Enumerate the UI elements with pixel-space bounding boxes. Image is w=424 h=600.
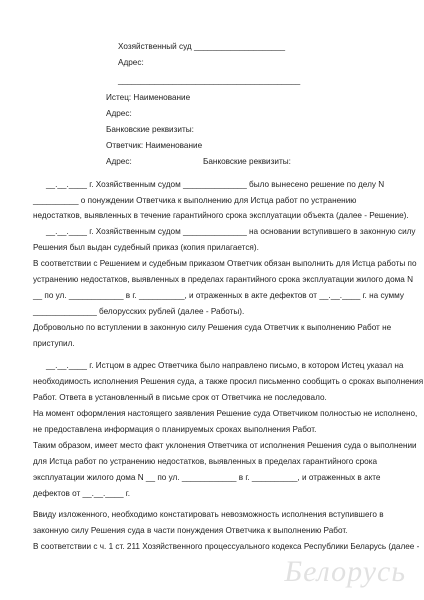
court-name: Хозяйственный суд ____________________ [118, 42, 286, 51]
body-line: законную силу Решения суда в части понуждения Ответчика к выполнению Работ. [33, 526, 348, 535]
body-line: __.__.____ г. Хозяйственным судом ______________ было вынесено решение по делу N [46, 180, 385, 189]
body-line: __.__.____ г. Хозяйственным судом ______________ на основании вступившего в законную силу [46, 227, 416, 236]
body-line: не предоставлена информация о планируемых сроках выполнения Работ. [33, 425, 317, 434]
body-line: Добровольно по вступлении в законную силу Решения суда Ответчик к выполнению Работ не [33, 323, 392, 332]
body-line: Таким образом, имеет место факт уклонения Ответчика от исполнения Решения суда о выполнении [33, 441, 417, 450]
body-line: устранению недостатков, выявленных в пределах гарантийного срока эксплуатации жилого дома N [33, 275, 414, 284]
plaintiff-address: Адрес: [106, 109, 132, 118]
watermark: Белорусь [284, 554, 406, 588]
court-address-line: ________________________________________ [118, 76, 301, 85]
body-line: приступил. [33, 339, 75, 348]
body-line: Работ. Ответа в установленный в письме срок от Ответчика не последовало. [33, 393, 327, 402]
body-line: недостатков, выявленных в течение гарантийного срока эксплуатации объекта (далее - Решение). [33, 211, 409, 220]
body-line: __.__.____ г. Истцом в адрес Ответчика было направлено письмо, в котором Истец указал на [46, 361, 404, 370]
body-line: эксплуатации жилого дома N __ по ул. ____________ в г. __________, и отраженных в акте [33, 473, 381, 482]
body-line: дефектов от __.__.____ г. [33, 489, 131, 498]
plaintiff-bank: Банковские реквизиты: [106, 125, 194, 134]
court-address-label: Адрес: [118, 58, 144, 67]
body-line: для Истца работ по устранению недостатков, выявленных в пределах гарантийного срока [33, 457, 378, 466]
body-line: ______________ белорусских рублей (далее - Работы). [33, 307, 245, 316]
body-line: Решения был выдан судебный приказ (копия прилагается). [33, 243, 259, 252]
body-line: В соответствии с Решением и судебным приказом Ответчик обязан выполнить для Истца работы по [33, 259, 417, 268]
body-line: необходимость исполнения Решения суда, а также просил письменно сообщить о сроках выполнения [33, 377, 424, 386]
defendant-bank: Банковские реквизиты: [203, 157, 291, 166]
defendant-name: Ответчик: Наименование [106, 141, 203, 150]
body-line: __ по ул. ____________ в г. __________, и отраженных в акте дефектов от __.__.____ г. на сумму [33, 291, 404, 300]
body-line: Ввиду изложенного, необходимо констатировать невозможность исполнения вступившего в [33, 510, 384, 519]
defendant-address: Адрес: [106, 157, 132, 166]
plaintiff-name: Истец: Наименование [106, 93, 191, 102]
body-line: На момент оформления настоящего заявления Решение суда Ответчиком полностью не исполнено, [33, 409, 418, 418]
body-line: __________ о понуждении Ответчика к выполнению для Истца работ по устранению [33, 196, 357, 205]
body-line: В соответствии с ч. 1 ст. 211 Хозяйственного процессуального кодекса Республики Беларусь (далее - [33, 542, 420, 551]
